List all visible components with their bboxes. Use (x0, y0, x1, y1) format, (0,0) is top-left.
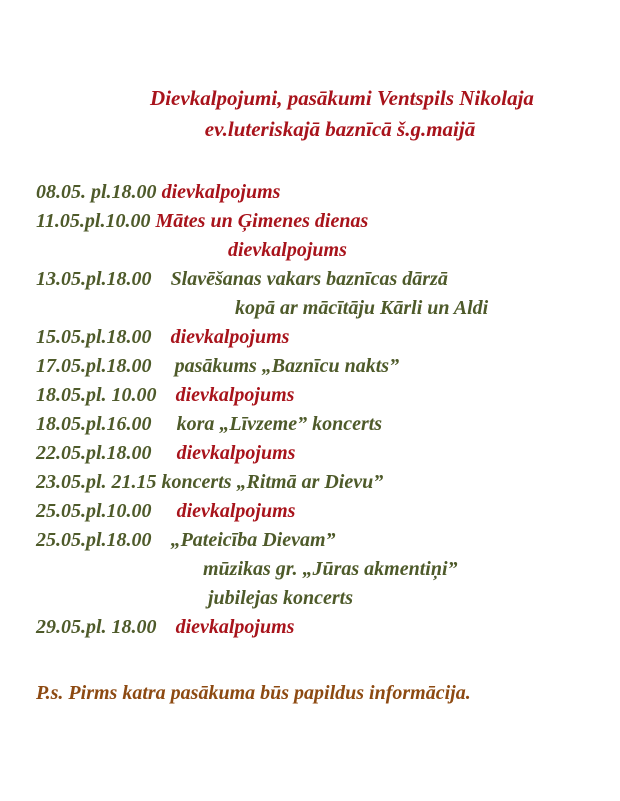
schedule-time: 11.05.pl.10.00 (36, 210, 156, 232)
schedule-event: mūzikas gr. „Jūras akmentiņi” (203, 558, 458, 580)
schedule-time: 08.05. pl.18.00 (36, 181, 162, 203)
schedule-time: 22.05.pl.18.00 (36, 442, 157, 464)
schedule-time: 29.05.pl. 18.00 (36, 616, 162, 638)
schedule-event: dievkalpojums (228, 239, 347, 261)
title-line-2: ev.luteriskajā baznīcā š.g.maijā (204, 117, 476, 141)
schedule-row (36, 613, 294, 642)
schedule-row (228, 236, 347, 265)
schedule-event: jubilejas koncerts (208, 587, 354, 609)
schedule-row (36, 265, 448, 294)
schedule-event: kora „Līvzeme” koncerts (176, 413, 383, 435)
schedule-row (36, 352, 399, 381)
schedule-time: 15.05.pl.18.00 (36, 326, 157, 348)
schedule-event: dievkalpojums (161, 181, 281, 203)
schedule-time: 17.05.pl.18.00 (36, 355, 157, 377)
schedule-event: Slavēšanas vakars baznīcas dārzā (170, 268, 448, 290)
schedule-time: 18.05.pl. 10.00 (36, 384, 162, 406)
schedule-time: 25.05.pl.18.00 (36, 529, 157, 551)
schedule-row (203, 555, 458, 584)
schedule-row (36, 178, 280, 207)
schedule-event: dievkalpojums (175, 384, 295, 406)
footer-note: P.s. Pirms katra pasākuma būs papildus informācija. (36, 682, 471, 704)
schedule-event: Mātes un Ģimenes dienas (155, 210, 369, 232)
schedule-row (36, 439, 295, 468)
schedule-row (36, 323, 289, 352)
schedule-event: dievkalpojums (176, 442, 296, 464)
schedule-time: 25.05.pl.10.00 (36, 500, 157, 522)
schedule-time: 13.05.pl.18.00 (36, 268, 157, 290)
schedule-row (36, 381, 294, 410)
schedule-row (36, 526, 336, 555)
schedule-row (36, 468, 383, 497)
schedule-row (36, 497, 295, 526)
schedule-row (36, 410, 382, 439)
title-line-1: Dievkalpojumi, pasākumi Ventspils Nikolaja (150, 86, 534, 110)
schedule-time: 23.05.pl. 21.15 koncerts „Ritmā ar Dievu” (36, 471, 384, 493)
schedule-event: pasākums „Baznīcu nakts” (174, 355, 400, 377)
schedule-event: dievkalpojums (175, 616, 295, 638)
schedule-time: 18.05.pl.16.00 (36, 413, 157, 435)
schedule-event: kopā ar mācītāju Kārli un Aldi (235, 297, 489, 319)
schedule-event: „Pateicība Dievam” (170, 529, 336, 551)
schedule-row (208, 584, 353, 613)
schedule-event: dievkalpojums (170, 326, 290, 348)
schedule-row (235, 294, 488, 323)
schedule-event: dievkalpojums (176, 500, 296, 522)
schedule-row (36, 207, 368, 236)
